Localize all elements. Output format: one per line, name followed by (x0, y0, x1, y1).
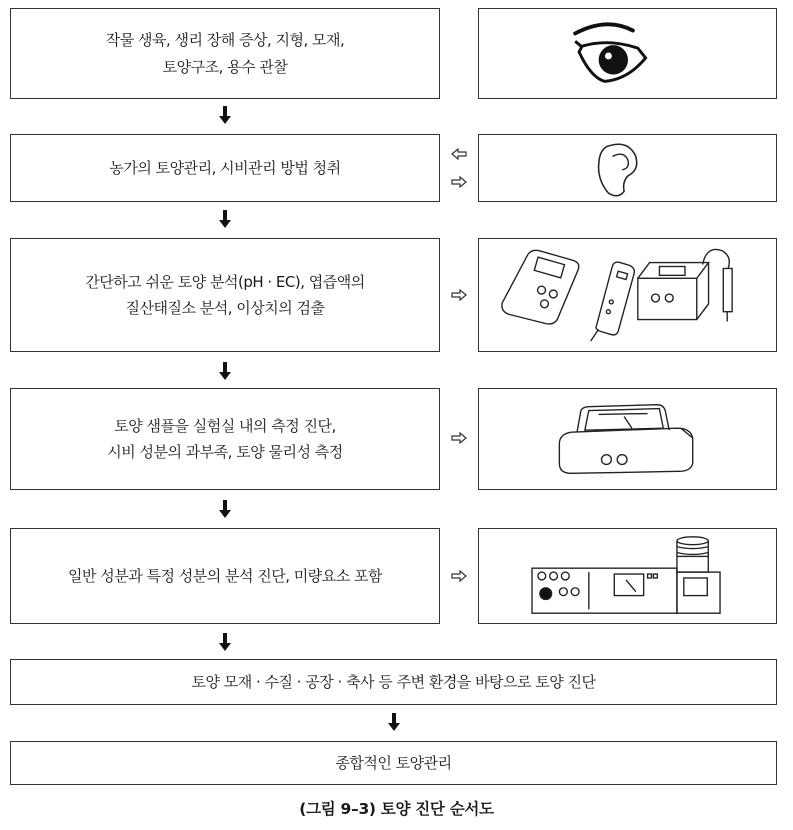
step-box-observe (10, 8, 440, 99)
down-arrow-icon (219, 500, 231, 518)
eye-icon (478, 8, 777, 99)
step-text: 농가의 토양관리, 시비관리 방법 청취 (109, 158, 341, 177)
step-box-environment (10, 659, 777, 705)
lab-instrument-icon (478, 388, 777, 490)
down-arrow-icon (219, 362, 231, 380)
right-arrow-icon (451, 176, 467, 188)
right-arrow-icon (451, 570, 467, 582)
step-box-comprehensive (10, 741, 777, 785)
step-text: 토양 샘플을 실험실 내의 측정 진단, 시비 성분의 과부족, 토양 물리성 측정 (107, 416, 343, 461)
step-box-interview (10, 134, 440, 202)
step-box-detailed-analysis (10, 528, 440, 624)
down-arrow-icon (388, 713, 400, 731)
step-text: 종합적인 토양관리 (335, 753, 452, 772)
analyzer-icon (478, 528, 777, 624)
step-text: 일반 성분과 특정 성분의 분석 진단, 미량요소 포함 (68, 566, 382, 585)
ear-icon (478, 134, 777, 202)
down-arrow-icon (219, 210, 231, 228)
step-box-simple-analysis (10, 238, 440, 352)
step-text: 간단하고 쉬운 토양 분석(pH · EC), 엽즙액의 질산태질소 분석, 이상치의 검출 (85, 272, 365, 317)
right-arrow-icon (451, 289, 467, 301)
step-text: 작물 생육, 생리 장해 증상, 지형, 모재, 토양구조, 용수 관찰 (105, 31, 345, 76)
down-arrow-icon (219, 633, 231, 651)
step-text: 토양 모재 · 수질 · 공장 · 축사 등 주변 환경을 바탕으로 토양 진단 (191, 672, 596, 691)
right-arrow-icon (451, 432, 467, 444)
left-arrow-icon (451, 148, 467, 160)
figure-caption: (그림 9–3) 토양 진단 순서도 (299, 800, 494, 818)
down-arrow-icon (219, 106, 231, 124)
step-box-lab-measurement (10, 388, 440, 490)
meters-icon (478, 238, 777, 352)
